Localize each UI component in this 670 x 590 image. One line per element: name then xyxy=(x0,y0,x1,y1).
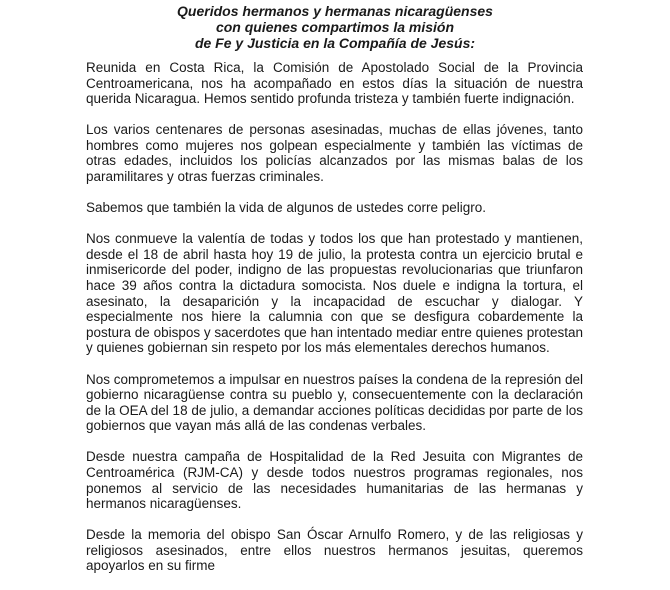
letter-salutation xyxy=(0,3,670,51)
salutation-line-3: de Fe y Justicia en la Compañía de Jesús: xyxy=(194,35,476,51)
paragraph-protest: Nos conmueve la valentía de todas y todos los que han protestado y mantienen, desde el 18 de abril hasta hoy 19 de julio, la protesta contra un ejercicio brutal e inmisericorde del poder, indigno de las propuestas revolucionarias que triunfaron hace 39 años contra la dictadura somocista. Nos duele e indigna la tortura, el asesinato, la desaparición y la incapacidad de escuchar y dialogar. Y especialmente nos hiere la calumnia con que se desfigura cobardemente la postura de obispos y sacerdotes que han intentado mediar entre quienes protestan y quienes gobiernan sin respeto por los más elementales derechos humanos. xyxy=(86,231,583,356)
paragraph-hospitality: Desde nuestra campaña de Hospitalidad de la Red Jesuita con Migrantes de Centroamérica (RJM-CA) y desde todos nuestros programas regionales, nos ponemos al servicio de las necesidades humanitarias de las hermanas y hermanos nicaragüenses. xyxy=(86,449,583,512)
salutation-line-1: Queridos hermanos y hermanas nicaragüenses xyxy=(177,3,493,19)
paragraph-commitment: Nos comprometemos a impulsar en nuestros países la condena de la represión del gobierno nicaragüense contra su pueblo y, consecuentemente con la declaración de la OEA del 18 de julio, a demandar acciones políticas decididas por parte de los gobiernos que vayan más allá de las condenas verbales. xyxy=(86,371,583,434)
paragraph-victims: Los varios centenares de personas asesinadas, muchas de ellas jóvenes, tanto hombres como mujeres nos golpean especialmente y también las víctimas de otras edades, incluidos los policías alcanzados por las mismas balas de los paramilitares y otras fuerzas criminales. xyxy=(86,122,583,185)
paragraph-danger: Sabemos que también la vida de algunos de ustedes corre peligro. xyxy=(86,200,487,216)
salutation-line-2: con quienes compartimos la misión xyxy=(215,19,455,35)
paragraph-memory: Desde la memoria del obispo San Óscar Arnulfo Romero, y de las religiosas y religiosos asesinados, entre ellos nuestros hermanos jesuitas, queremos apoyarlos en su firme xyxy=(86,527,583,574)
paragraph-commission: Reunida en Costa Rica, la Comisión de Apostolado Social de la Provincia Centroamericana, nos ha acompañado en estos días la situación de nuestra querida Nicaragua. Hemos sentido profunda tristeza y también fuerte indignación. xyxy=(86,60,583,107)
letter-body xyxy=(86,60,583,590)
